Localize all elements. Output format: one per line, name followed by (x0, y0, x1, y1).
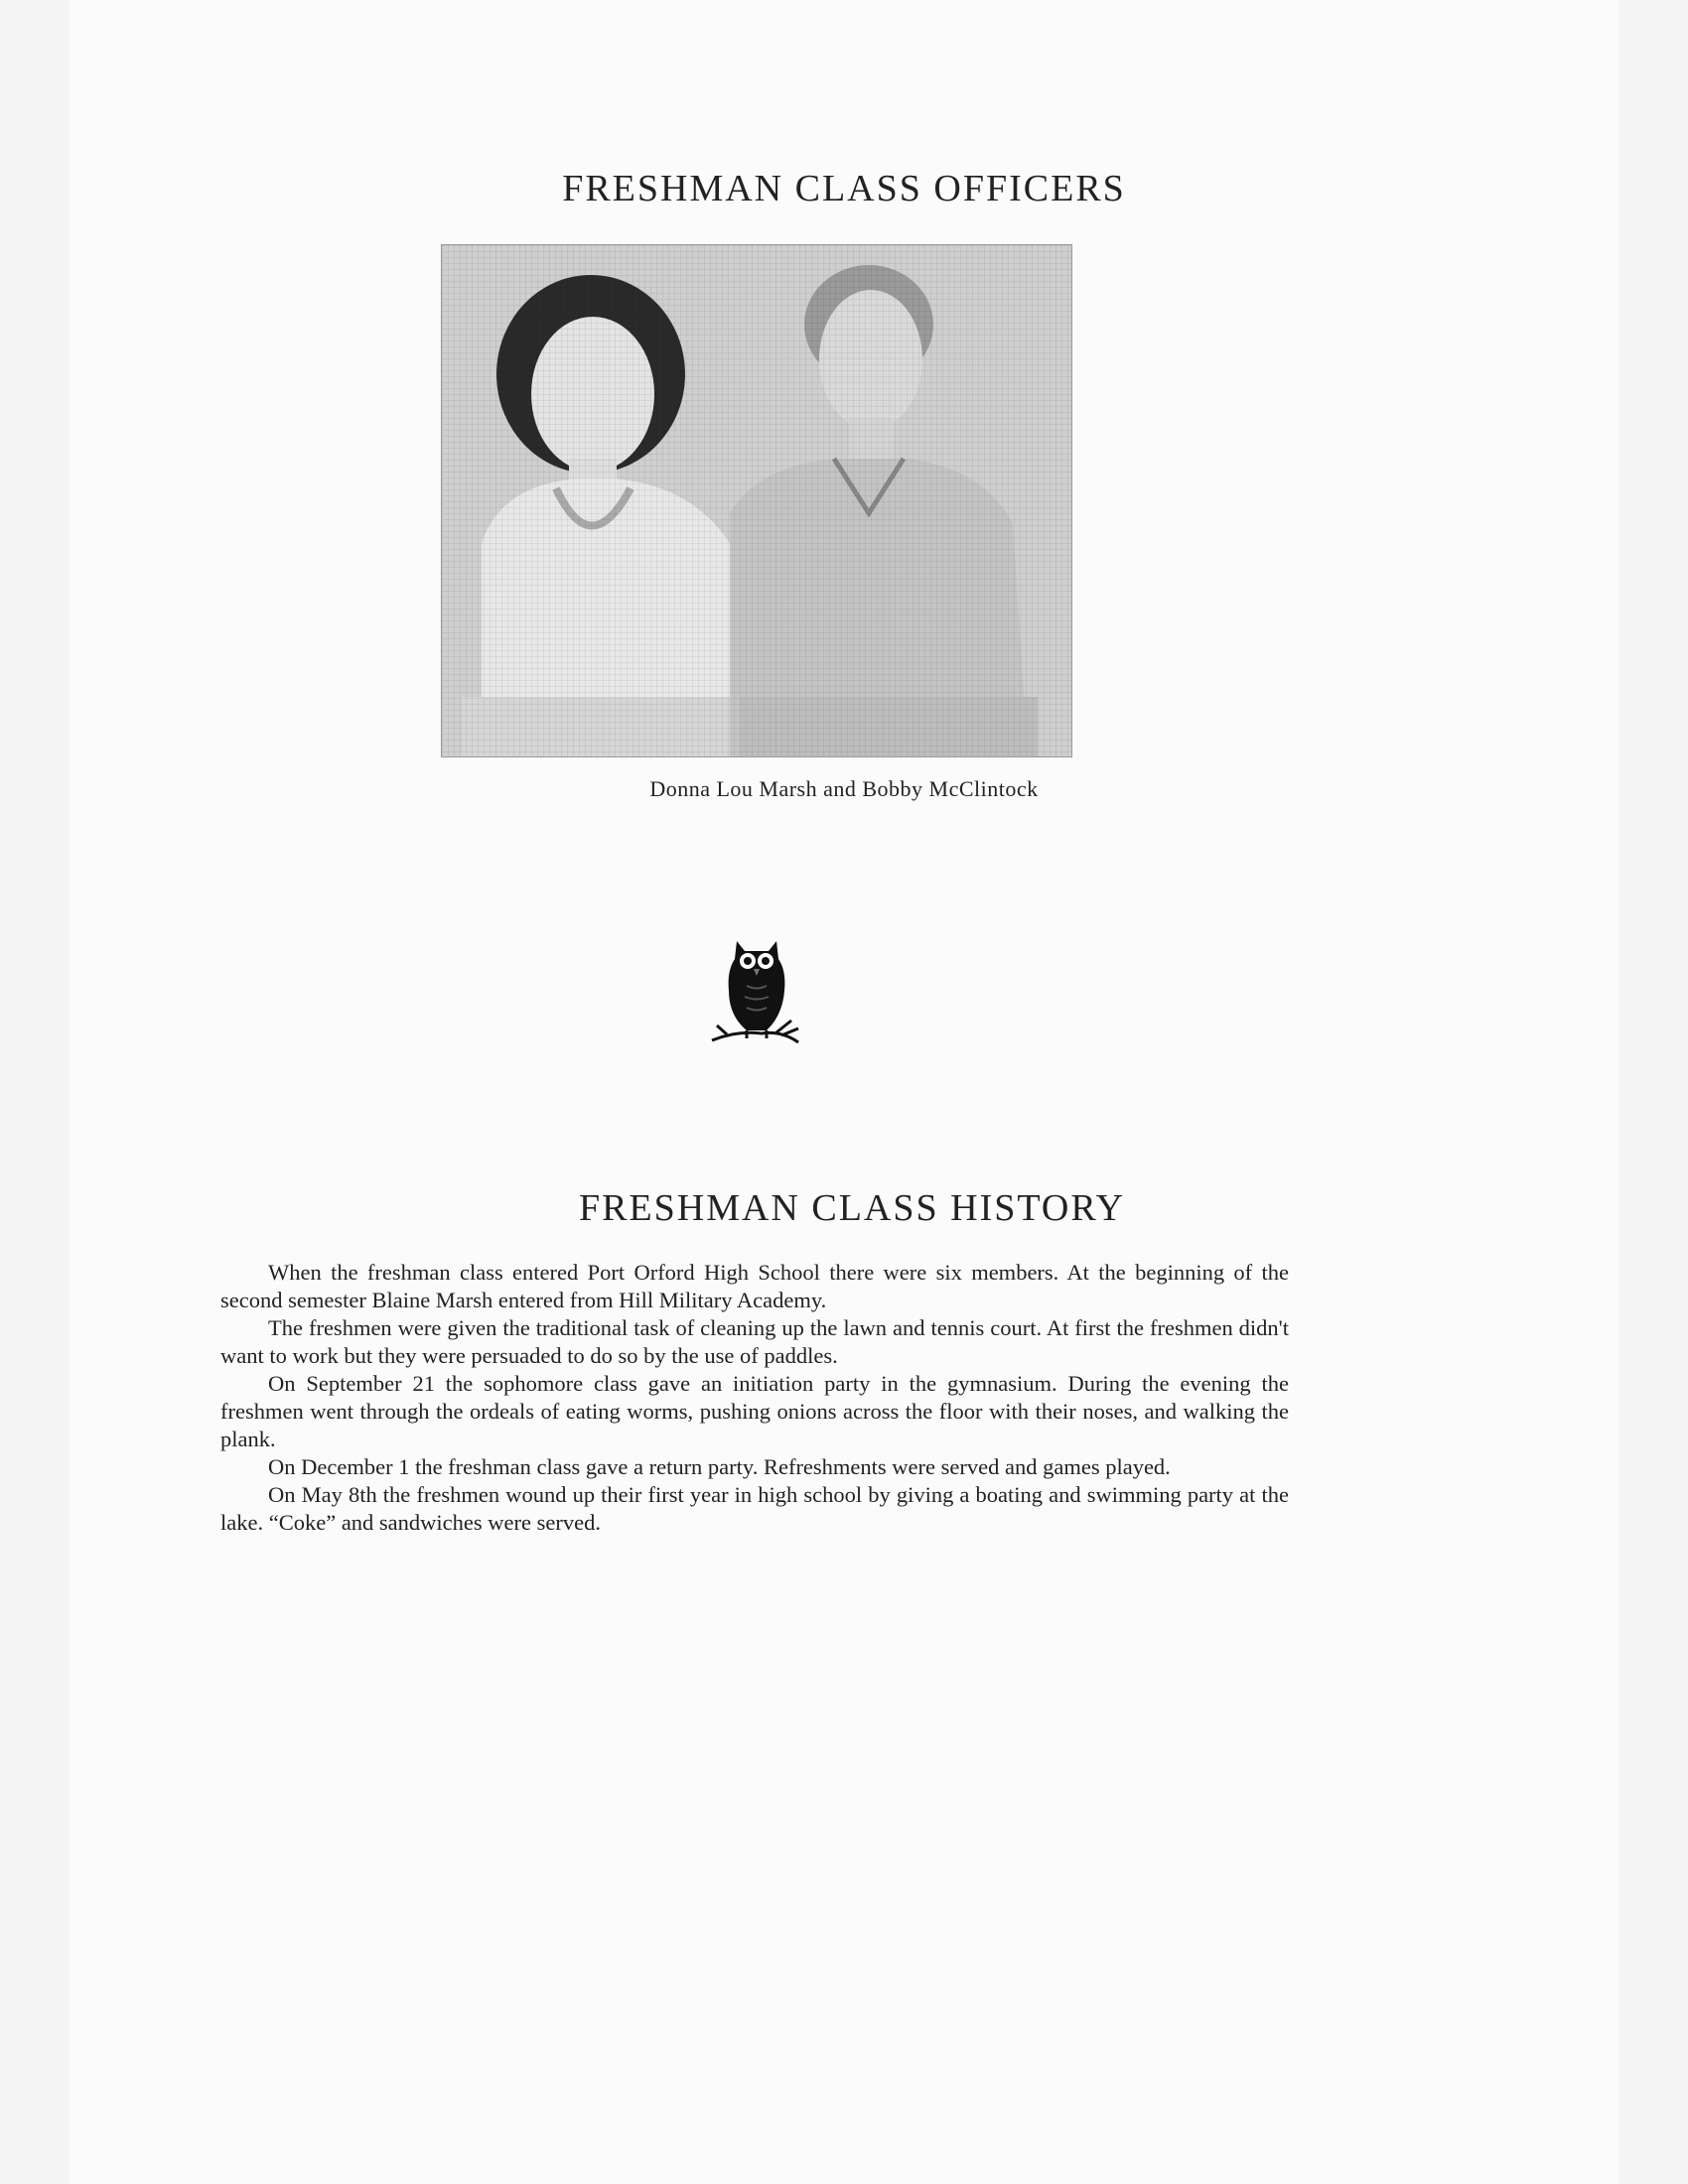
history-paragraph: When the freshman class entered Port Orford High School there were six members. At the beginning of the second semester Blaine Marsh entered from Hill Military Academy. (220, 1260, 1289, 1312)
photo-caption: Donna Lou Marsh and Bobby McClintock (649, 776, 1039, 801)
history-paragraph: On September 21 the sophomore class gave an initiation party in the gymnasium. During the evening the freshmen went through the ordeals of eating worms, pushing onions across the floor with their noses, and walking the plank. (220, 1371, 1289, 1451)
owl-icon (707, 931, 806, 1060)
history-paragraph: On December 1 the freshman class gave a return party. Refreshments were served and games played. (268, 1454, 1171, 1479)
history-text (220, 1259, 1289, 1537)
history-title: FRESHMAN CLASS HISTORY (578, 1187, 1126, 1229)
officers-photo (441, 244, 1072, 757)
history-paragraph: On May 8th the freshmen wound up their first year in high school by giving a boating and swimming party at the lake. “Coke” and sandwiches were served. (220, 1482, 1289, 1535)
officers-title: FRESHMAN CLASS OFFICERS (562, 168, 1126, 209)
history-paragraph: The freshmen were given the traditional task of cleaning up the lawn and tennis court. At first the freshmen didn't want to work but they were persuaded to do so by the use of paddles. (220, 1315, 1289, 1368)
